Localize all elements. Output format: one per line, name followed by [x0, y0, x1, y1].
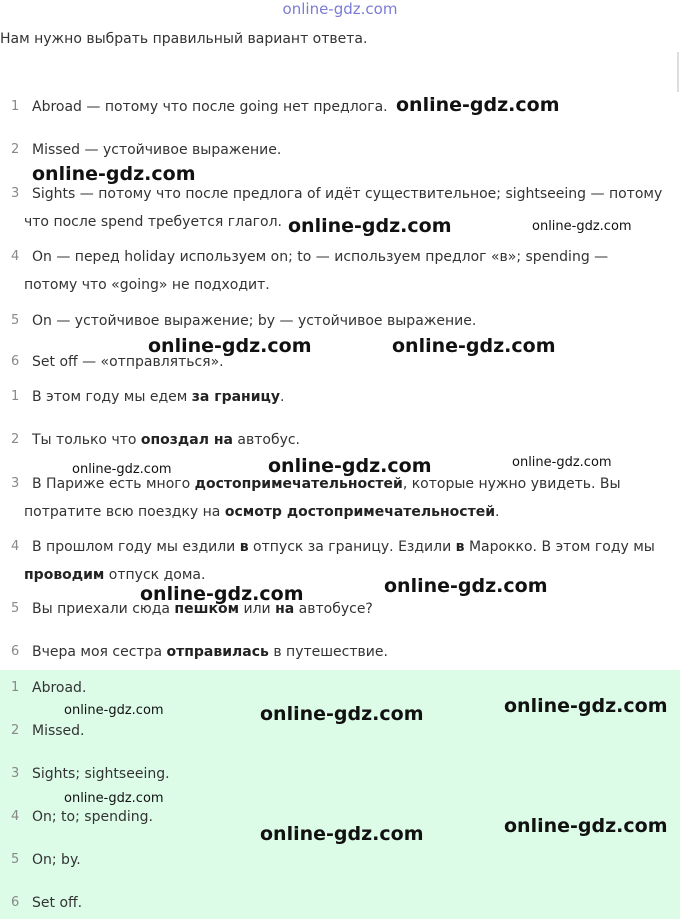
watermark-text: online-gdz.com [64, 791, 164, 806]
watermark-text: online-gdz.com [140, 583, 304, 605]
translation-text [24, 498, 676, 526]
item-number: 5 [11, 601, 20, 616]
plain-phrase: отпуск за границу. Ездили [248, 539, 456, 555]
answer-text: On; to; spending. [32, 809, 153, 825]
bold-phrase: в [239, 539, 249, 555]
plain-phrase: Ты только что [32, 432, 141, 448]
plain-phrase: отпуск дома. [104, 567, 206, 583]
bold-phrase: пешком [174, 601, 240, 617]
answer-text: On; by. [32, 852, 81, 868]
watermark-text: online-gdz.com [288, 215, 452, 237]
watermark-text: online-gdz.com [384, 575, 548, 597]
bold-phrase: на [275, 601, 295, 617]
bold-phrase: проводим [24, 567, 105, 583]
intro-text: Нам нужно выбрать правильный вариант ответа. [0, 31, 368, 47]
plain-phrase: или [239, 601, 276, 617]
item-number: 3 [11, 186, 20, 201]
plain-phrase: . [495, 504, 500, 520]
explanation-text: что после spend требуется глагол. [24, 214, 282, 230]
explanation-text: On — перед holiday используем on; to — используем предлог «в»; spending — [32, 249, 609, 265]
bold-phrase: опоздал на [140, 432, 233, 448]
plain-phrase: автобус. [232, 432, 301, 448]
plain-phrase: Вчера моя сестра [32, 644, 167, 660]
item-number: 1 [11, 680, 20, 695]
plain-phrase: Марокко. В этом году мы [464, 539, 655, 555]
plain-phrase: потратите всю поездку на [24, 504, 225, 520]
bold-phrase: достопримечательностей [194, 476, 403, 492]
answer-text: Abroad. [32, 680, 87, 696]
plain-phrase: Вы приехали сюда [32, 601, 175, 617]
watermark-text: online-gdz.com [72, 462, 172, 477]
watermark-text: online-gdz.com [392, 335, 556, 357]
watermark-text: online-gdz.com [504, 815, 668, 837]
item-number: 6 [11, 354, 20, 369]
watermark-text: online-gdz.com [32, 163, 196, 185]
plain-phrase: В прошлом году мы ездили [32, 539, 240, 555]
translation-text [32, 426, 676, 454]
item-number: 4 [11, 539, 20, 554]
plain-phrase: В Париже есть много [32, 476, 195, 492]
scrollbar-indicator[interactable] [677, 52, 679, 92]
item-number: 6 [11, 895, 20, 910]
explanation-text: Missed — устойчивое выражение. [32, 142, 282, 158]
translation-text [32, 383, 676, 411]
item-number: 6 [11, 644, 20, 659]
watermark-text: online-gdz.com [504, 695, 668, 717]
translation-text [24, 561, 676, 589]
explanation-text: Sights — потому что после предлога of идёт существительное; sightseeing — потому [32, 186, 663, 202]
watermark-text: online-gdz.com [268, 455, 432, 477]
explanation-text: потому что «going» не подходит. [24, 277, 270, 293]
plain-phrase: В этом году мы едем [32, 389, 192, 405]
plain-phrase: . [280, 389, 285, 405]
item-number: 4 [11, 249, 20, 264]
bold-phrase: отправилась [166, 644, 269, 660]
watermark-text: online-gdz.com [532, 219, 632, 234]
translation-text [32, 595, 676, 623]
watermark-text: online-gdz.com [512, 455, 612, 470]
answer-text: Set off. [32, 895, 83, 911]
item-number: 1 [11, 99, 20, 114]
item-number: 3 [11, 766, 20, 781]
item-number: 2 [11, 723, 20, 738]
item-number: 2 [11, 432, 20, 447]
header-watermark: online-gdz.com [282, 0, 398, 18]
watermark-text: online-gdz.com [260, 703, 424, 725]
plain-phrase: , которые нужно увидеть. Вы [402, 476, 621, 492]
item-number: 2 [11, 142, 20, 157]
answer-text: Sights; sightseeing. [32, 766, 170, 782]
watermark-text: online-gdz.com [396, 94, 560, 116]
translation-text [32, 533, 676, 561]
watermark-text: online-gdz.com [64, 703, 164, 718]
item-number: 3 [11, 476, 20, 491]
watermark-text: online-gdz.com [148, 335, 312, 357]
bold-phrase: осмотр достопримечательностей [224, 504, 495, 520]
explanation-text: On — устойчивое выражение; by — устойчивое выражение. [32, 313, 477, 329]
plain-phrase: автобусе? [294, 601, 373, 617]
item-number: 5 [11, 313, 20, 328]
item-number: 1 [11, 389, 20, 404]
explanation-text: Set off — «отправляться». [32, 354, 224, 370]
answer-text: Missed. [32, 723, 85, 739]
explanation-text: Abroad — потому что после going нет предлога. [32, 99, 388, 115]
item-number: 4 [11, 809, 20, 824]
plain-phrase: в путешествие. [268, 644, 388, 660]
bold-phrase: за границу [191, 389, 281, 405]
translation-text [32, 638, 676, 666]
item-number: 5 [11, 852, 20, 867]
bold-phrase: в [455, 539, 465, 555]
watermark-text: online-gdz.com [260, 823, 424, 845]
